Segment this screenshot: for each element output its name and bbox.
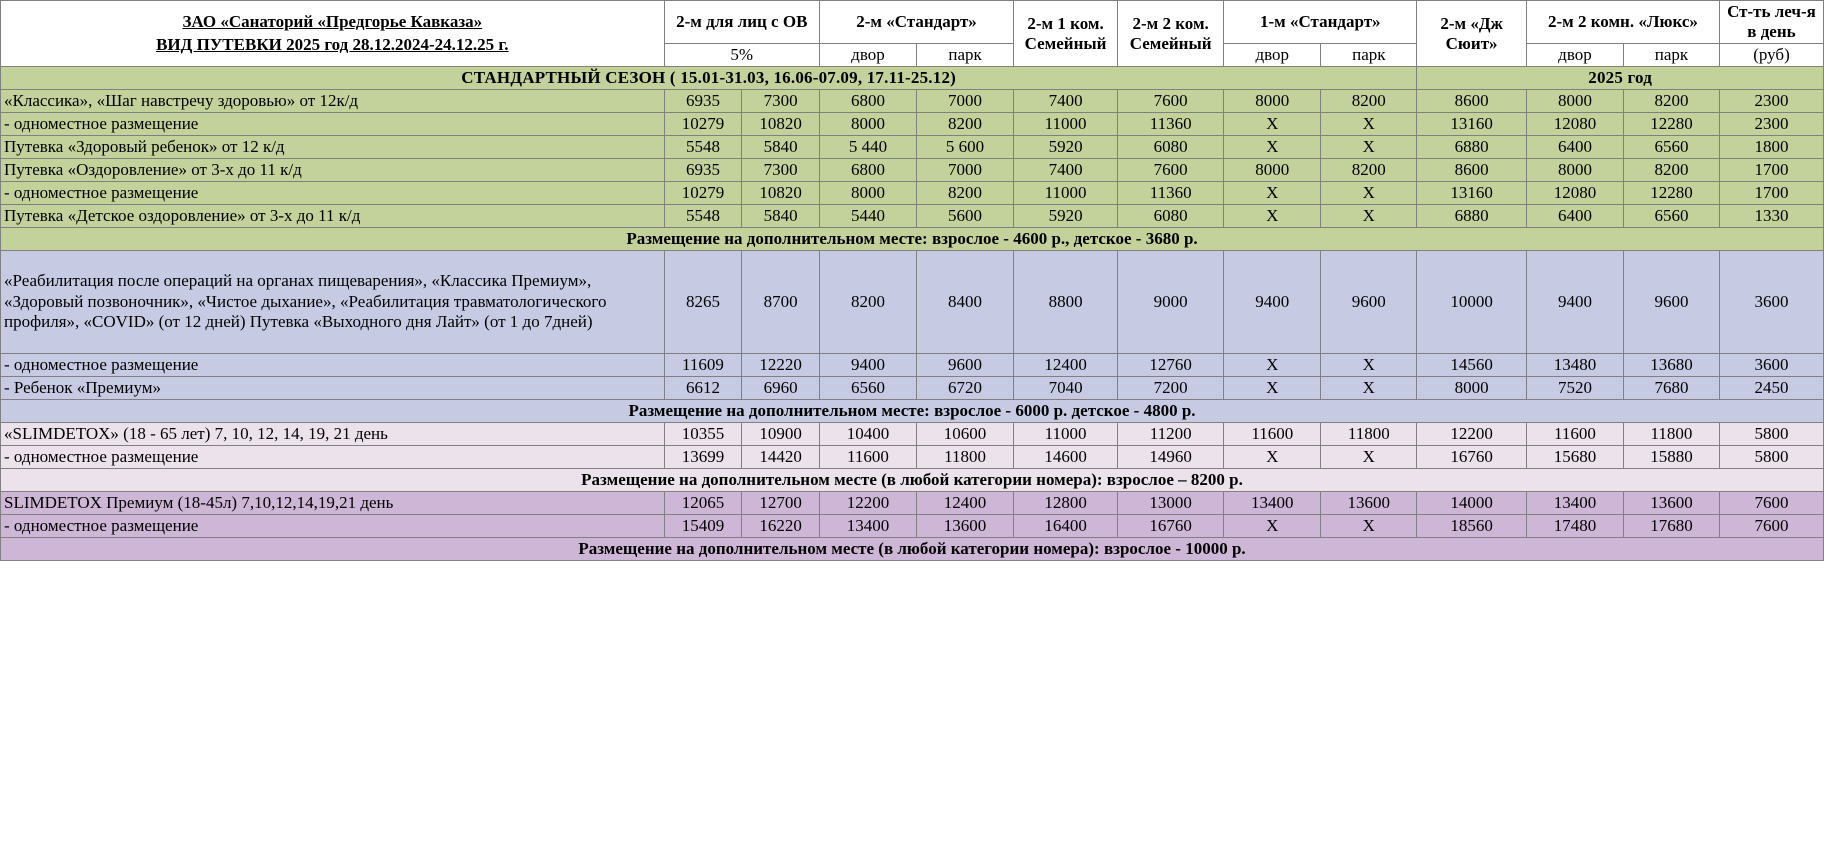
row-value: 10820 — [742, 182, 820, 205]
row-value: Х — [1224, 377, 1321, 400]
block-note-row — [1, 400, 1824, 423]
column-header-3: 2-м 1 ком. Семейный — [1014, 1, 1118, 67]
row-value: 5920 — [1014, 136, 1118, 159]
table-row — [1, 90, 1824, 113]
row-value: 8000 — [1417, 377, 1527, 400]
row-value: Х — [1321, 515, 1417, 538]
row-value: Х — [1321, 354, 1417, 377]
row-value: Х — [1224, 354, 1321, 377]
row-value: Х — [1224, 182, 1321, 205]
column-subheader-2-1: двор — [819, 44, 916, 67]
row-value: 8600 — [1417, 90, 1527, 113]
column-subheader-7-1: двор — [1526, 44, 1623, 67]
row-value: 12280 — [1624, 113, 1720, 136]
row-value: 11200 — [1118, 423, 1224, 446]
title-line-1: ЗАО «Санаторий «Предгорье Кавказа» — [182, 11, 483, 31]
row-value: 6720 — [917, 377, 1014, 400]
row-value: 8200 — [1624, 159, 1720, 182]
row-value: 7600 — [1118, 90, 1224, 113]
row-value: 15680 — [1526, 446, 1623, 469]
row-value: 13699 — [664, 446, 742, 469]
row-value: 13000 — [1118, 492, 1224, 515]
row-value: 5 440 — [819, 136, 916, 159]
row-value: 12800 — [1014, 492, 1118, 515]
column-subheader-currency: (руб) — [1719, 44, 1823, 67]
row-value: 8200 — [1624, 90, 1720, 113]
row-value: 7300 — [742, 159, 820, 182]
row-value: 7040 — [1014, 377, 1118, 400]
row-label: - одноместное размещение — [1, 354, 665, 377]
table-row — [1, 377, 1824, 400]
row-value: 6080 — [1118, 136, 1224, 159]
row-value: 17680 — [1624, 515, 1720, 538]
row-value: 6935 — [664, 159, 742, 182]
row-value: 1800 — [1719, 136, 1823, 159]
row-value: 10400 — [819, 423, 916, 446]
row-value: 8265 — [664, 251, 742, 354]
season-band-text: СТАНДАРТНЫЙ СЕЗОН ( 15.01-31.03, 16.06-07.09, 17.11-25.12) — [1, 67, 1417, 90]
row-label: «SLIMDETOX» (18 - 65 лет) 7, 10, 12, 14, 19, 21 день — [1, 423, 665, 446]
row-value: 6960 — [742, 377, 820, 400]
row-value: 11000 — [1014, 182, 1118, 205]
row-value: 18560 — [1417, 515, 1527, 538]
row-value: 6880 — [1417, 205, 1527, 228]
row-value: 14960 — [1118, 446, 1224, 469]
row-value: 7600 — [1118, 159, 1224, 182]
column-header-4: 2-м 2 ком. Семейный — [1118, 1, 1224, 67]
table-row — [1, 182, 1824, 205]
row-value: 12080 — [1526, 113, 1623, 136]
column-subheader-discount: 5% — [664, 44, 819, 67]
row-value: Х — [1321, 446, 1417, 469]
row-value: 5920 — [1014, 205, 1118, 228]
row-value: 16220 — [742, 515, 820, 538]
row-value: 10000 — [1417, 251, 1527, 354]
row-label: Путевка «Оздоровление» от 3-х до 11 к/д — [1, 159, 665, 182]
table-row — [1, 492, 1824, 515]
table-row — [1, 515, 1824, 538]
column-header-8: Ст-ть леч-я в день — [1719, 1, 1823, 44]
column-subheader-5-2: парк — [1321, 44, 1417, 67]
row-value: 11360 — [1118, 113, 1224, 136]
row-value: 16400 — [1014, 515, 1118, 538]
row-value: 6400 — [1526, 205, 1623, 228]
row-value: 13600 — [1624, 492, 1720, 515]
row-value: 7400 — [1014, 90, 1118, 113]
row-value: 13600 — [917, 515, 1014, 538]
column-header-5: 1-м «Стандарт» — [1224, 1, 1417, 44]
row-value: 7000 — [917, 159, 1014, 182]
row-value: 7520 — [1526, 377, 1623, 400]
row-value: 7600 — [1719, 492, 1823, 515]
row-value: 9000 — [1118, 251, 1224, 354]
row-value: 10355 — [664, 423, 742, 446]
row-value: 13600 — [1321, 492, 1417, 515]
row-value: 13400 — [1526, 492, 1623, 515]
row-value: 14560 — [1417, 354, 1527, 377]
row-value: 2450 — [1719, 377, 1823, 400]
row-value: 8200 — [917, 182, 1014, 205]
row-label: «Реабилитация после операций на органах пищеварения», «Классика Премиум», «Здоровый позвоночник», «Чистое дыхание», «Реабилитация травматологического профиля», «COVID» (от 12 дней) Путевка «Выходного дня Лайт» (от 1 до 7дней) — [1, 251, 665, 354]
row-value: 11360 — [1118, 182, 1224, 205]
row-value: 10279 — [664, 182, 742, 205]
row-value: Х — [1224, 205, 1321, 228]
row-value: Х — [1224, 113, 1321, 136]
row-value: 8400 — [917, 251, 1014, 354]
row-value: 5600 — [917, 205, 1014, 228]
row-value: 1330 — [1719, 205, 1823, 228]
block-note-row — [1, 228, 1824, 251]
row-value: 11600 — [1526, 423, 1623, 446]
block-note: Размещение на дополнительном месте: взрослое - 6000 р. детское - 4800 р. — [1, 400, 1824, 423]
table-row — [1, 423, 1824, 446]
column-subheader-7-2: парк — [1624, 44, 1720, 67]
row-label: - Ребенок «Премиум» — [1, 377, 665, 400]
row-value: 6800 — [819, 159, 916, 182]
row-value: 8800 — [1014, 251, 1118, 354]
row-value: 7680 — [1624, 377, 1720, 400]
row-value: 6560 — [1624, 136, 1720, 159]
row-value: 5440 — [819, 205, 916, 228]
row-value: 7000 — [917, 90, 1014, 113]
row-value: 12065 — [664, 492, 742, 515]
row-value: 9400 — [1526, 251, 1623, 354]
row-value: 12280 — [1624, 182, 1720, 205]
row-value: 16760 — [1417, 446, 1527, 469]
row-value: Х — [1321, 377, 1417, 400]
row-value: 13400 — [1224, 492, 1321, 515]
row-value: 8700 — [742, 251, 820, 354]
row-value: 7600 — [1719, 515, 1823, 538]
row-value: 10279 — [664, 113, 742, 136]
row-label: Путевка «Детское оздоровление» от 3-х до 11 к/д — [1, 205, 665, 228]
column-header-2: 2-м «Стандарт» — [819, 1, 1013, 44]
row-value: 9400 — [1224, 251, 1321, 354]
row-label: - одноместное размещение — [1, 182, 665, 205]
column-subheader-2-2: парк — [917, 44, 1014, 67]
row-value: 12700 — [742, 492, 820, 515]
row-value: 15880 — [1624, 446, 1720, 469]
row-value: 10900 — [742, 423, 820, 446]
row-value: 5840 — [742, 136, 820, 159]
row-value: 12220 — [742, 354, 820, 377]
row-value: 5800 — [1719, 446, 1823, 469]
row-value: 13680 — [1624, 354, 1720, 377]
row-value: 8000 — [1224, 90, 1321, 113]
row-value: 6080 — [1118, 205, 1224, 228]
sheet-title — [1, 1, 665, 67]
column-header-7: 2-м 2 комн. «Люкс» — [1526, 1, 1719, 44]
row-value: 8200 — [1321, 90, 1417, 113]
row-value: 6800 — [819, 90, 916, 113]
row-value: 14000 — [1417, 492, 1527, 515]
row-value: 8000 — [819, 182, 916, 205]
table-row — [1, 159, 1824, 182]
block-note-row — [1, 469, 1824, 492]
row-value: 12200 — [819, 492, 916, 515]
row-value: 13160 — [1417, 182, 1527, 205]
column-header-1: 2-м для лиц с ОВ — [664, 1, 819, 44]
row-value: 11600 — [1224, 423, 1321, 446]
row-label: «Классика», «Шаг навстречу здоровью» от 12к/д — [1, 90, 665, 113]
block-note: Размещение на дополнительном месте: взрослое - 4600 р., детское - 3680 р. — [1, 228, 1824, 251]
row-value: 8000 — [819, 113, 916, 136]
row-value: 11800 — [1624, 423, 1720, 446]
row-value: Х — [1321, 136, 1417, 159]
table-row — [1, 205, 1824, 228]
table-row — [1, 251, 1824, 354]
row-value: 9400 — [819, 354, 916, 377]
row-value: 16760 — [1118, 515, 1224, 538]
row-value: 6935 — [664, 90, 742, 113]
column-header-6: 2-м «Дж Сюит» — [1417, 1, 1527, 67]
row-label: - одноместное размещение — [1, 113, 665, 136]
row-value: 7300 — [742, 90, 820, 113]
row-value: Х — [1321, 113, 1417, 136]
row-value: Х — [1321, 205, 1417, 228]
row-value: 10820 — [742, 113, 820, 136]
row-value: 8000 — [1526, 159, 1623, 182]
row-value: 13400 — [819, 515, 916, 538]
row-value: 12400 — [1014, 354, 1118, 377]
table-row — [1, 136, 1824, 159]
row-value: 9600 — [1321, 251, 1417, 354]
table-row — [1, 354, 1824, 377]
row-value: 12760 — [1118, 354, 1224, 377]
column-subheader-5-1: двор — [1224, 44, 1321, 67]
row-value: 10600 — [917, 423, 1014, 446]
row-value: 6880 — [1417, 136, 1527, 159]
row-value: 14420 — [742, 446, 820, 469]
row-value: 7200 — [1118, 377, 1224, 400]
row-value: 5840 — [742, 205, 820, 228]
title-line-2: ВИД ПУТЕВКИ 2025 год 28.12.2024-24.12.25 г. — [156, 34, 509, 54]
row-value: 6560 — [1624, 205, 1720, 228]
row-value: 11000 — [1014, 113, 1118, 136]
row-value: 9600 — [917, 354, 1014, 377]
row-value: 6560 — [819, 377, 916, 400]
season-band-year: 2025 год — [1417, 67, 1824, 90]
row-value: 12400 — [917, 492, 1014, 515]
row-value: 12200 — [1417, 423, 1527, 446]
row-label: - одноместное размещение — [1, 515, 665, 538]
block-note: Размещение на дополнительном месте (в любой категории номера): взрослое – 8200 р. — [1, 469, 1824, 492]
row-value: Х — [1224, 515, 1321, 538]
row-value: 3600 — [1719, 251, 1823, 354]
row-value: 11600 — [819, 446, 916, 469]
row-value: 8600 — [1417, 159, 1527, 182]
row-value: 5548 — [664, 136, 742, 159]
table-row — [1, 446, 1824, 469]
row-value: 1700 — [1719, 182, 1823, 205]
header-row-top — [1, 1, 1824, 44]
row-value: 13160 — [1417, 113, 1527, 136]
table-row — [1, 113, 1824, 136]
row-value: 11609 — [664, 354, 742, 377]
row-value: 8200 — [819, 251, 916, 354]
row-value: 1700 — [1719, 159, 1823, 182]
row-value: 17480 — [1526, 515, 1623, 538]
row-value: 15409 — [664, 515, 742, 538]
row-value: 9600 — [1624, 251, 1720, 354]
row-value: 5800 — [1719, 423, 1823, 446]
row-value: 14600 — [1014, 446, 1118, 469]
row-value: 7400 — [1014, 159, 1118, 182]
row-value: Х — [1224, 446, 1321, 469]
row-value: 2300 — [1719, 90, 1823, 113]
row-value: 11800 — [1321, 423, 1417, 446]
row-value: Х — [1321, 182, 1417, 205]
row-value: 2300 — [1719, 113, 1823, 136]
row-value: 6612 — [664, 377, 742, 400]
block-note-row — [1, 538, 1824, 561]
row-value: 11000 — [1014, 423, 1118, 446]
row-label: - одноместное размещение — [1, 446, 665, 469]
row-value: 5 600 — [917, 136, 1014, 159]
price-table-body — [1, 1, 1824, 561]
row-value: Х — [1224, 136, 1321, 159]
season-band-row — [1, 67, 1824, 90]
row-value: 3600 — [1719, 354, 1823, 377]
row-value: 8000 — [1224, 159, 1321, 182]
row-value: 12080 — [1526, 182, 1623, 205]
row-value: 13480 — [1526, 354, 1623, 377]
row-value: 8000 — [1526, 90, 1623, 113]
row-value: 8200 — [1321, 159, 1417, 182]
row-label: Путевка «Здоровый ребенок» от 12 к/д — [1, 136, 665, 159]
row-label: SLIMDETOX Премиум (18-45л) 7,10,12,14,19,21 день — [1, 492, 665, 515]
row-value: 5548 — [664, 205, 742, 228]
row-value: 11800 — [917, 446, 1014, 469]
row-value: 6400 — [1526, 136, 1623, 159]
block-note: Размещение на дополнительном месте (в любой категории номера): взрослое - 10000 р. — [1, 538, 1824, 561]
row-value: 8200 — [917, 113, 1014, 136]
